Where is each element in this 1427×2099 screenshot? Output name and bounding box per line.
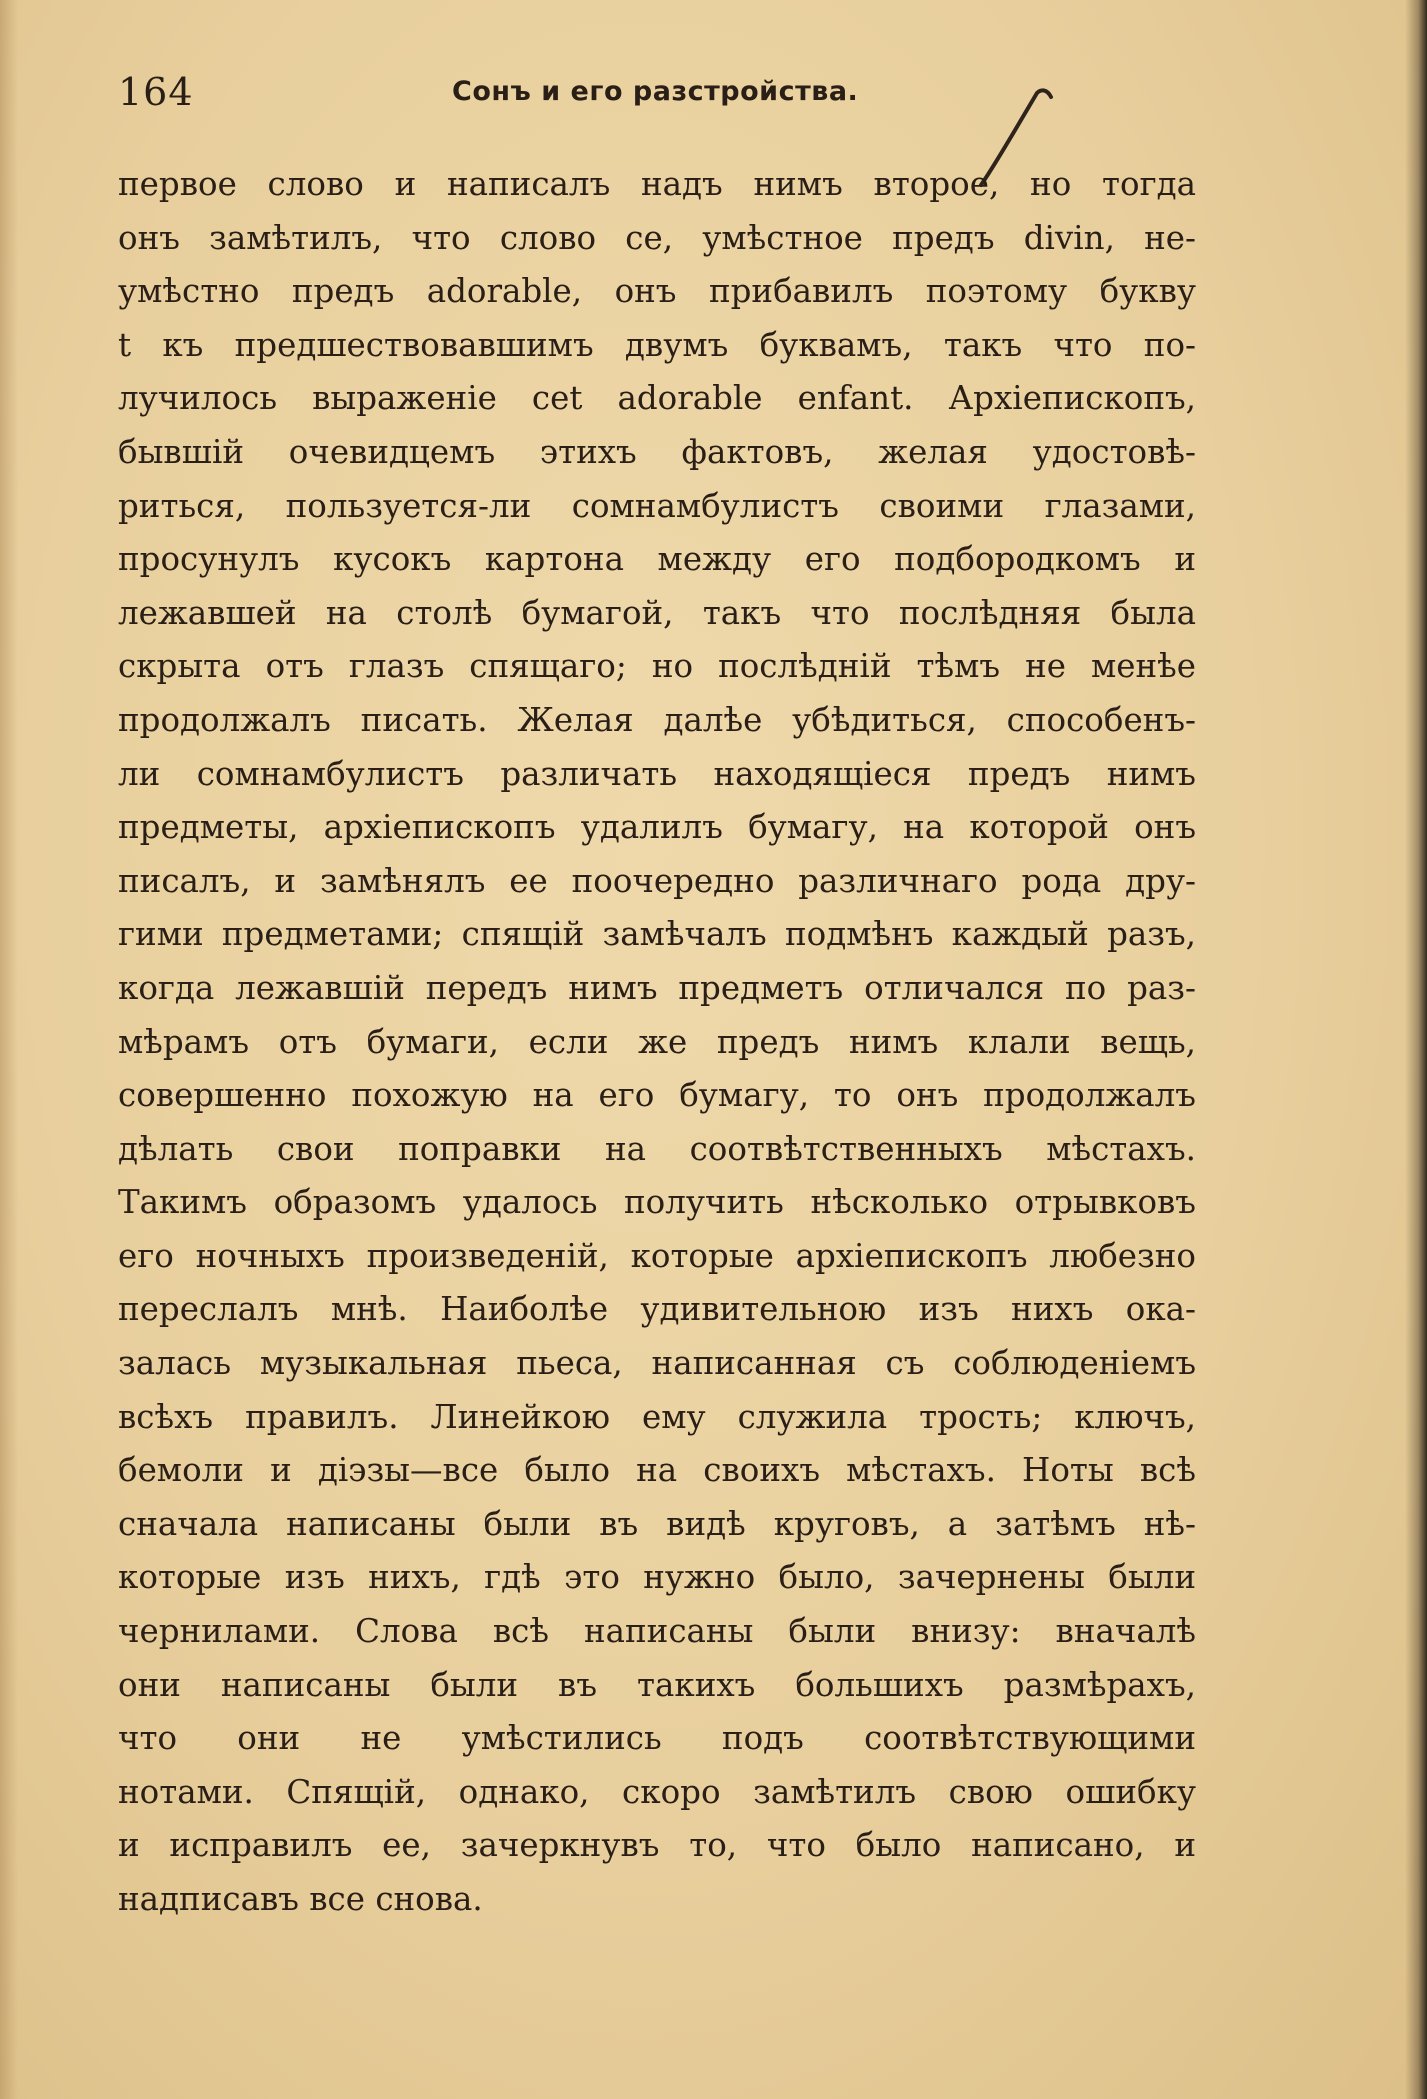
text-line: умѣстно предъ adorable, онъ прибавилъ поэтому букву <box>118 272 1196 311</box>
text-line: дѣлать свои поправки на соотвѣтственныхъ мѣстахъ. <box>118 1129 1196 1168</box>
page-edge <box>0 0 18 2099</box>
text-line: t къ предшествовавшимъ двумъ буквамъ, такъ что по- <box>118 325 1196 364</box>
spine-shadow <box>1405 0 1427 2099</box>
text-line: гими предметами; спящій замѣчалъ подмѣнъ каждый разъ, <box>118 915 1196 954</box>
text-line: которые изъ нихъ, гдѣ это нужно было, зачернены были <box>118 1558 1196 1597</box>
text-line: первое слово и написалъ надъ нимъ второе, но тогда <box>118 165 1196 203</box>
text-line: лежавшей на столѣ бумагой, такъ что послѣдняя была <box>118 593 1196 632</box>
text-line: Такимъ образомъ удалось получить нѣсколько отрывковъ <box>118 1183 1196 1222</box>
text-line: надписавъ все снова. <box>118 1880 483 1918</box>
text-line: риться, пользуется-ли сомнамбулистъ своими глазами, <box>118 486 1196 525</box>
text-line: его ночныхъ произведеній, которые архіепископъ любезно <box>118 1236 1196 1275</box>
text-line: переслалъ мнѣ. Наиболѣе удивительною изъ нихъ ока- <box>118 1290 1196 1329</box>
text-line: что они не умѣстились подъ соотвѣтствующими <box>118 1719 1196 1758</box>
text-line: когда лежавшій передъ нимъ предметъ отличался по раз- <box>118 968 1196 1007</box>
text-line: сначала написаны были въ видѣ круговъ, а затѣмъ нѣ- <box>118 1504 1196 1543</box>
text-line: просунулъ кусокъ картона между его подбородкомъ и <box>118 540 1196 579</box>
text-line: онъ замѣтилъ, что слово ce, умѣстное предъ divin, не- <box>118 218 1196 257</box>
text-line: продолжалъ писать. Желая далѣе убѣдиться, способенъ- <box>118 700 1196 739</box>
page-number: 164 <box>118 70 194 114</box>
body-text <box>118 158 1196 1927</box>
text-line: бывшій очевидцемъ этихъ фактовъ, желая удостовѣ- <box>118 432 1196 471</box>
text-line: чернилами. Слова всѣ написаны были внизу: вначалѣ <box>118 1612 1196 1651</box>
text-line: залась музыкальная пьеса, написанная съ соблюденіемъ <box>118 1344 1196 1383</box>
text-line: бемоли и діэзы—все было на своихъ мѣстахъ. Ноты всѣ <box>118 1451 1196 1490</box>
text-line: мѣрамъ отъ бумаги, если же предъ нимъ клали вещь, <box>118 1022 1196 1061</box>
text-line: нотами. Спящій, однако, скоро замѣтилъ свою ошибку <box>118 1772 1196 1811</box>
text-line: ли сомнамбулистъ различать находящіеся предъ нимъ <box>118 754 1196 793</box>
text-line: они написаны были въ такихъ большихъ размѣрахъ, <box>118 1665 1196 1704</box>
text-line: всѣхъ правилъ. Линейкою ему служила трость; ключъ, <box>118 1397 1196 1436</box>
text-line: совершенно похожую на его бумагу, то онъ продолжалъ <box>118 1076 1196 1115</box>
running-head: Сонъ и его разстройства. <box>452 76 859 107</box>
text-line: предметы, архіепископъ удалилъ бумагу, на которой онъ <box>118 808 1196 847</box>
text-line: скрыта отъ глазъ спящаго; но послѣдній тѣмъ не менѣе <box>118 647 1196 686</box>
text-line: писалъ, и замѣнялъ ее поочередно различнаго рода дру- <box>118 861 1196 900</box>
text-line: лучилось выраженіе cet adorable enfant. Архіепископъ, <box>118 379 1196 418</box>
text-line: и исправилъ ее, зачеркнувъ то, что было написано, и <box>118 1826 1196 1865</box>
